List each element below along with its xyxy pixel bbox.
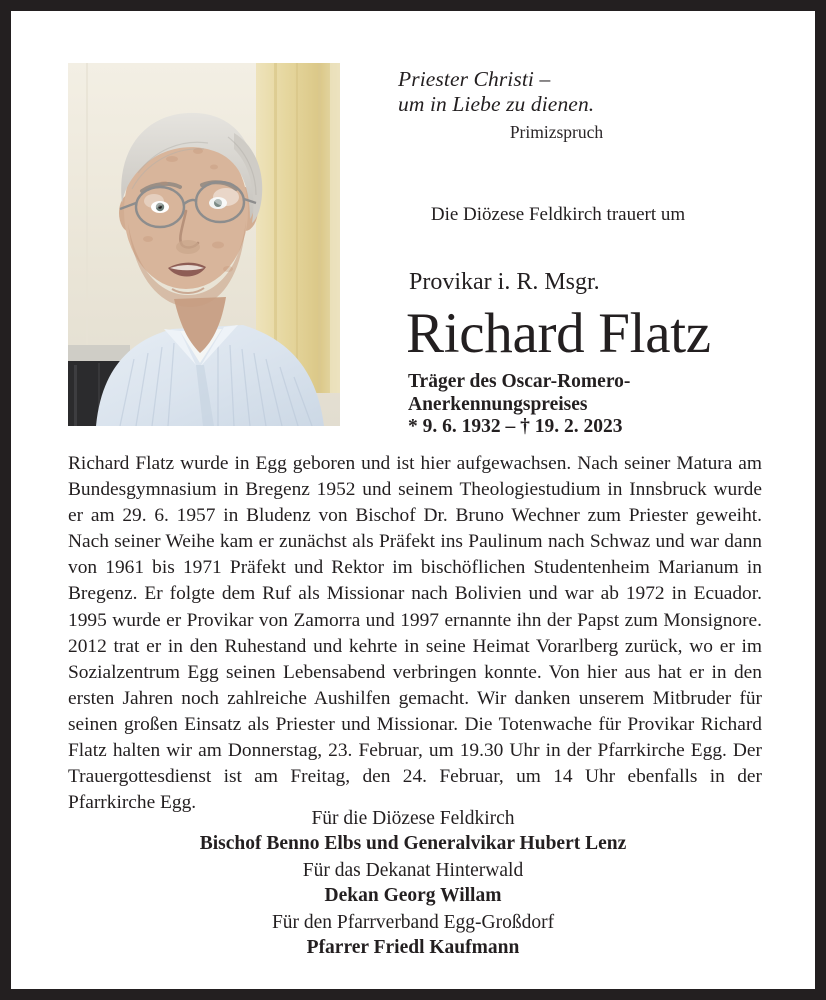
header-section xyxy=(11,11,815,437)
signature-organisation: Für die Diözese Feldkirch xyxy=(311,808,515,829)
signature-group xyxy=(11,806,815,857)
signature-group xyxy=(11,858,815,909)
signature-organisation: Für den Pfarrverband Egg-Großdorf xyxy=(271,912,555,933)
honour-line-2: Anerkennungspreises xyxy=(408,393,588,415)
portrait-photo xyxy=(68,63,340,426)
portrait-illustration xyxy=(68,63,340,426)
quote-attribution: Primizspruch xyxy=(509,122,604,142)
deceased-name: Richard Flatz xyxy=(406,302,711,365)
obituary-inner-area xyxy=(11,11,815,989)
quote-line-2: um in Liebe zu dienen. xyxy=(398,92,595,116)
honour-line-1: Träger des Oscar-Romero- xyxy=(408,371,631,392)
quote-line-1: Priester Christi – xyxy=(398,67,551,91)
life-dates: * 9. 6. 1932 – † 19. 2. 2023 xyxy=(408,416,623,437)
honour-award xyxy=(408,371,630,416)
signature-person: Pfarrer Friedl Kaufmann xyxy=(306,937,520,958)
signature-person: Dekan Georg Willam xyxy=(324,885,502,906)
deceased-rank: Provikar i. R. Msgr. xyxy=(409,269,600,295)
signature-organisation: Für das Dekanat Hinterwald xyxy=(302,860,524,881)
signature-group xyxy=(11,910,815,961)
signature-person: Bischof Benno Elbs und Generalvikar Hubert Lenz xyxy=(199,833,627,854)
mourning-line: Die Diözese Feldkirch trauert um xyxy=(430,204,686,225)
primiz-quote xyxy=(398,67,594,117)
signature-block xyxy=(11,806,815,962)
biography-text: Richard Flatz wurde in Egg geboren und ist hier aufgewachsen. Nach seiner Matura am Bundesgymnasium in Bregenz 1952 und seinem Theologiestudium in Innsbruck wurde er am 29. 6. 1957 in Bludenz von Bischof Dr. Bruno Wechner zum Priester geweiht. Nach seiner Weihe kam er zunächst als Präfekt ins Paulinum nach Schwaz und war dann von 1961 bis 1971 Präfekt und Rektor im bischöflichen Studentenheim Marianum in Bregenz. Er folgte dem Ruf als Missionar nach Bolivien und war ab 1972 in Ecuador. 1995 wurde er Provikar von Zamorra und 1997 ernannte ihn der Papst zum Monsignore. 2012 trat er in den Ruhestand und kehrte in seine Heimat Vorarlberg zurück, wo er im Sozialzentrum Egg seinen Lebensabend verbringen konnte. Von hier aus hat er in den ersten Jahren noch zahlreiche Aushilfen gemacht. Wir danken unserem Mitbruder für seinen großen Einsatz als Priester und Missionar. Die Totenwache für Provikar Richard Flatz halten wir am Donnerstag, 23. Februar, um 19.30 Uhr in der Pfarrkirche Egg. Der Trauergottesdienst ist am Freitag, den 24. Februar, um 14 Uhr ebenfalls in der Pfarrkirche Egg. xyxy=(68,453,762,814)
